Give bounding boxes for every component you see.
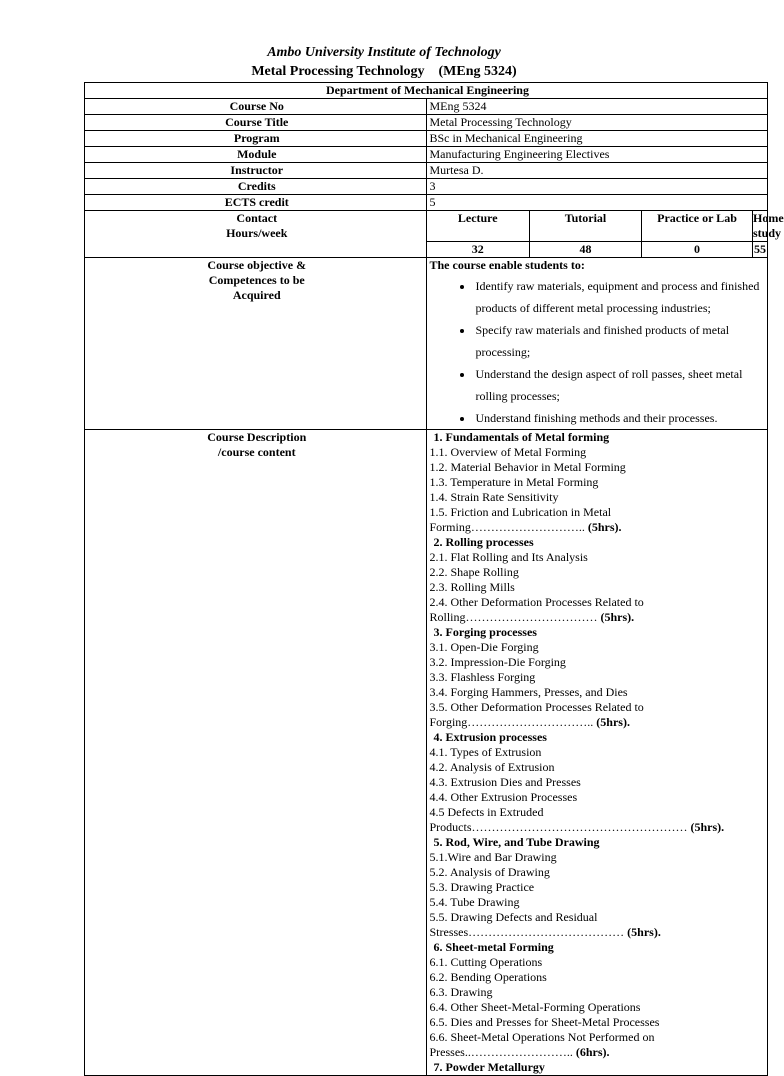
section-item: 5.2. Analysis of Drawing [429, 865, 550, 879]
department-header: Department of Mechanical Engineering [85, 83, 768, 99]
course-code-heading: (MEng 5324) [438, 64, 517, 79]
description-label [85, 430, 427, 1076]
section-last-item [430, 505, 768, 535]
section-item: 6.3. Drawing [429, 985, 493, 999]
contact-label-line2: Hours/week [226, 226, 288, 240]
info-row [85, 147, 768, 163]
objectives-intro: The course enable students to: [429, 258, 585, 272]
contact-hours-table [427, 211, 784, 257]
objective-item: • Specify raw materials and finished products of metal processing; [474, 319, 768, 363]
info-value: 3 [426, 179, 768, 195]
section-item: 2.2. Shape Rolling [429, 565, 519, 579]
section-item: 3.3. Flashless Forging [429, 670, 536, 684]
section-last-item-text: 4.5 Defects in Extruded Products [429, 805, 544, 834]
section-item: 4.4. Other Extrusion Processes [429, 790, 578, 804]
section-item: 5.1.Wire and Bar Drawing [429, 850, 557, 864]
info-value: 5 [426, 195, 768, 211]
section-title: 2. Rolling processes [433, 535, 534, 549]
document-title [0, 64, 768, 80]
info-value: Murtesa D. [426, 163, 768, 179]
dot-leader: ..…………………….. [464, 1045, 573, 1059]
section-hours: (5hrs). [596, 715, 630, 729]
section-item: 3.2. Impression-Die Forging [429, 655, 566, 669]
info-row [85, 179, 768, 195]
section-item: 6.4. Other Sheet-Metal-Forming Operations [429, 1000, 641, 1014]
section-hours: (6hrs). [575, 1045, 610, 1059]
section-title: 3. Forging processes [433, 625, 537, 639]
objective-item: • Understand finishing methods and their processes. [474, 407, 768, 429]
objective-item: • Identify raw materials, equipment and process and finished products of different metal processing industries; [474, 275, 768, 319]
info-row [85, 195, 768, 211]
section-last-item-text: 5.5. Drawing Defects and Residual Stresses [429, 910, 598, 939]
section-item: 1.3. Temperature in Metal Forming [429, 475, 599, 489]
info-value: BSc in Mechanical Engineering [426, 131, 768, 147]
section-item: 5.4. Tube Drawing [429, 895, 520, 909]
info-label: Course No [85, 99, 427, 115]
contact-label-line1: Contact [236, 211, 278, 225]
section-item: 6.5. Dies and Presses for Sheet-Metal Processes [429, 1015, 660, 1029]
info-value: Manufacturing Engineering Electives [426, 147, 768, 163]
section-last-item [430, 910, 768, 940]
section-last-item-text: 6.6. Sheet-Metal Operations Not Performed on Presses [429, 1030, 655, 1059]
section-item: 4.1. Types of Extrusion [429, 745, 542, 759]
section-item: 2.1. Flat Rolling and Its Analysis [429, 550, 588, 564]
section-item: 2.3. Rolling Mills [429, 580, 515, 594]
dot-leader: ………………………….. [467, 715, 594, 729]
section-last-item-text: 2.4. Other Deformation Processes Related to Rolling [429, 595, 644, 624]
info-label: Course Title [85, 115, 427, 131]
objectives-cell [426, 258, 768, 430]
section-hours: (5hrs). [627, 925, 661, 939]
home-study-header: Home study [753, 211, 784, 240]
section-item: 3.1. Open-Die Forging [429, 640, 539, 654]
section-last-item-text: 1.5. Friction and Lubrication in Metal Forming [429, 505, 612, 534]
contact-hours-cell [426, 211, 784, 258]
section-title: 7. Powder Metallurgy [433, 1060, 545, 1074]
university-name: Ambo University Institute of Technology [267, 45, 501, 60]
lecture-header: Lecture [427, 211, 530, 242]
description-label-line2: /course content [217, 445, 296, 459]
section-item: 1.1. Overview of Metal Forming [429, 445, 587, 459]
objectives-label-line3: Acquired [232, 288, 281, 302]
section-last-item [430, 595, 768, 625]
practice-lab-hours: 0 [642, 242, 753, 258]
section-title: 6. Sheet-metal Forming [433, 940, 554, 954]
home-study-hours: 55 [754, 242, 766, 256]
dot-leader: …………………………… [465, 610, 598, 624]
section-title: 5. Rod, Wire, and Tube Drawing [433, 835, 600, 849]
section-item: 5.3. Drawing Practice [429, 880, 535, 894]
section-item: 6.1. Cutting Operations [429, 955, 543, 969]
description-label-line1: Course Description [207, 430, 307, 444]
section-last-item [430, 805, 768, 835]
section-last-item-text: 3.5. Other Deformation Processes Related to Forging [429, 700, 644, 729]
info-row [85, 115, 768, 131]
tutorial-hours: 48 [530, 242, 642, 258]
info-label: Credits [85, 179, 427, 195]
contact-hours-label [85, 211, 427, 258]
info-label: Instructor [85, 163, 427, 179]
section-hours: (5hrs). [600, 610, 635, 624]
section-title: 4. Extrusion processes [433, 730, 547, 744]
section-hours: (5hrs). [587, 520, 622, 534]
objective-item: • Understand the design aspect of roll passes, sheet metal rolling processes; [474, 363, 768, 407]
section-item: 3.4. Forging Hammers, Presses, and Dies [429, 685, 628, 699]
section-last-item [430, 700, 768, 730]
section-item: 1.4. Strain Rate Sensitivity [429, 490, 559, 504]
section-item: 6.2. Bending Operations [429, 970, 547, 984]
course-title-heading: Metal Processing Technology [251, 64, 425, 79]
info-value: MEng 5324 [426, 99, 768, 115]
section-item: 1.2. Material Behavior in Metal Forming [429, 460, 626, 474]
section-hours: (5hrs). [690, 820, 725, 834]
info-value: Metal Processing Technology [426, 115, 768, 131]
section-title: 1. Fundamentals of Metal forming [433, 430, 610, 444]
section-item: 4.2. Analysis of Extrusion [429, 760, 555, 774]
objectives-label-line2: Competences to be [208, 273, 305, 287]
lecture-hours: 32 [427, 242, 530, 258]
course-content-cell [426, 430, 768, 1076]
info-row [85, 131, 768, 147]
dot-leader: ………………………………… [468, 925, 625, 939]
dot-leader: ……………………….. [470, 520, 585, 534]
info-label: Program [85, 131, 427, 147]
dot-leader: ……………………………………………… [471, 820, 688, 834]
info-row [85, 163, 768, 179]
info-row [85, 99, 768, 115]
info-label: Module [85, 147, 427, 163]
info-label: ECTS credit [85, 195, 427, 211]
section-last-item [430, 1030, 768, 1060]
course-syllabus-table [84, 82, 784, 1076]
objectives-list [430, 275, 768, 429]
tutorial-header: Tutorial [530, 211, 642, 242]
practice-lab-header: Practice or Lab [642, 211, 753, 242]
objectives-label [85, 258, 427, 430]
objectives-label-line1: Course objective & [207, 258, 307, 272]
section-item: 4.3. Extrusion Dies and Presses [429, 775, 581, 789]
